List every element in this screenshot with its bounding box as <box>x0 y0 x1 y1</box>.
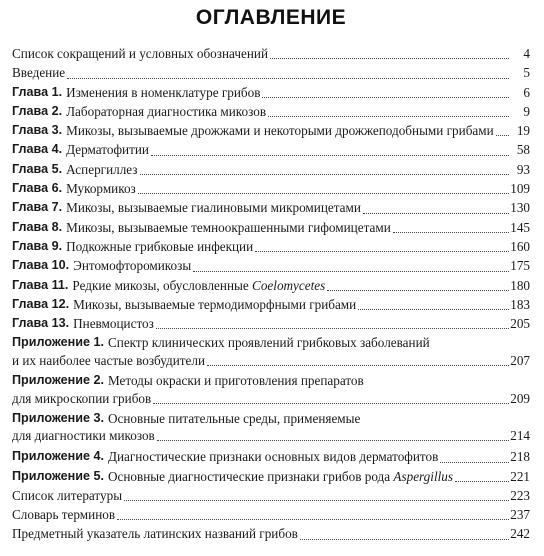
toc-entry-title <box>66 102 266 121</box>
toc-page-number: 218 <box>510 449 530 465</box>
dot-leader <box>455 481 509 482</box>
toc-entry-label: Глава 3. <box>12 123 63 138</box>
toc-entry-line <box>12 334 530 352</box>
toc-page-number: 4 <box>523 46 530 61</box>
toc-entry-title <box>12 427 155 445</box>
toc-list <box>12 44 530 544</box>
toc-entry-title-text: Основные диагностические признаки грибов рода <box>107 468 391 484</box>
toc-entry-title-text: Дерматофитии <box>66 142 149 158</box>
toc-entry[interactable] <box>12 179 530 198</box>
dot-leader <box>358 309 509 310</box>
toc-entry-label: Приложение 3. <box>12 410 104 425</box>
dot-leader <box>67 78 509 79</box>
toc-entry[interactable] <box>12 198 530 217</box>
toc-entry[interactable] <box>12 256 530 275</box>
toc-entry-title <box>12 44 268 63</box>
toc-page-number: 6 <box>523 84 530 100</box>
toc-entry-line <box>12 390 530 408</box>
toc-entry-line <box>12 256 530 275</box>
dot-leader <box>138 193 509 194</box>
toc-entry-line <box>12 83 530 102</box>
toc-page-number: 19 <box>516 123 530 139</box>
toc-entry-title <box>108 410 360 428</box>
toc-entry-line <box>12 160 530 179</box>
toc-entry-line <box>12 372 530 390</box>
toc-page-number: 109 <box>510 181 530 197</box>
toc-entry-title <box>73 256 191 275</box>
toc-entry-line <box>12 505 530 524</box>
toc-entry-title <box>66 140 149 159</box>
toc-entry-title-text: Спектр клинических проявлений грибковых заболеваний <box>107 335 430 351</box>
toc-entry[interactable] <box>12 314 530 333</box>
toc-page-number: 221 <box>510 468 530 484</box>
toc-entry-title-text: Список сокращений и условных обозначений <box>12 46 268 61</box>
toc-page-number: 223 <box>510 487 530 503</box>
dot-leader <box>140 174 509 175</box>
toc-entry-title-text: Мукормикоз <box>66 181 136 197</box>
toc-entry-title <box>108 447 438 466</box>
toc-entry[interactable] <box>12 334 530 370</box>
toc-entry-title-text: Микозы, вызываемые термодиморфными грибами <box>73 296 357 312</box>
toc-entry-title <box>72 276 325 295</box>
toc-entry-line <box>12 44 530 63</box>
toc-entry-label: Глава 11. <box>12 277 69 292</box>
toc-entry[interactable] <box>12 372 530 408</box>
toc-entry[interactable] <box>12 447 530 466</box>
toc-entry-title-text: Введение <box>12 65 66 81</box>
toc-page <box>0 6 544 556</box>
dot-leader <box>151 155 509 156</box>
toc-page-number: 183 <box>510 296 530 312</box>
dot-leader <box>268 116 509 117</box>
dot-leader <box>156 328 509 329</box>
toc-page-number: 205 <box>510 316 530 332</box>
toc-entry-line <box>12 179 530 198</box>
toc-entry[interactable] <box>12 63 530 82</box>
toc-entry-title <box>12 524 298 543</box>
toc-entry[interactable] <box>12 486 530 505</box>
toc-entry-title-italic: Coelomycetes <box>252 277 326 293</box>
toc-entry-title <box>12 352 205 370</box>
toc-entry-line <box>12 140 530 159</box>
toc-entry[interactable] <box>12 140 530 159</box>
dot-leader <box>270 58 509 59</box>
toc-entry-line <box>12 427 530 445</box>
toc-entry[interactable] <box>12 295 530 314</box>
toc-page-number: 207 <box>510 353 530 369</box>
toc-entry[interactable] <box>12 524 530 543</box>
toc-entry-title-text: Методы окраски и приготовления препаратов <box>107 373 364 389</box>
toc-entry-title <box>66 198 361 217</box>
toc-entry[interactable] <box>12 121 530 140</box>
toc-entry-title <box>66 218 391 237</box>
dot-leader <box>496 135 509 136</box>
toc-entry-title-text: Аспергиллез <box>66 161 138 177</box>
toc-entry-title-text: Изменения в номенклатуре грибов <box>66 84 261 100</box>
toc-page-number: 214 <box>510 428 530 444</box>
toc-page-number: 145 <box>510 219 530 235</box>
toc-entry-title-text: для диагностики микозов <box>12 428 155 444</box>
toc-entry-label: Глава 9. <box>12 238 63 253</box>
toc-entry[interactable] <box>12 505 530 524</box>
toc-entry-line <box>12 352 530 370</box>
toc-entry-label: Глава 5. <box>12 161 63 176</box>
dot-leader <box>393 232 509 233</box>
toc-page-number: 242 <box>510 526 530 542</box>
toc-entry[interactable] <box>12 410 530 446</box>
dot-leader <box>157 440 509 441</box>
toc-entry-title-text: Список литературы <box>12 487 123 503</box>
toc-entry-title-text: Подкожные грибковые инфекции <box>66 238 254 254</box>
toc-entry-label: Глава 7. <box>12 200 63 215</box>
toc-entry-label: Приложение 2. <box>12 373 104 388</box>
toc-page-number: 93 <box>516 161 530 177</box>
toc-entry-line <box>12 524 530 543</box>
toc-entry-title-text: Микозы, вызываемые гиалиновыми микромицетами <box>66 200 361 216</box>
toc-entry-line <box>12 218 530 237</box>
toc-entry-title <box>12 63 65 82</box>
toc-entry[interactable] <box>12 160 530 179</box>
toc-entry[interactable] <box>12 83 530 102</box>
toc-entry-line <box>12 276 530 295</box>
toc-entry-title-text: Микозы, вызываемые дрожжами и некоторыми дрожжеподобными грибами <box>66 123 494 139</box>
toc-entry-label: Приложение 5. <box>12 468 104 483</box>
toc-entry-title-italic: Aspergillus <box>393 468 453 484</box>
toc-entry[interactable] <box>12 44 530 63</box>
toc-entry-label: Глава 1. <box>12 84 63 99</box>
toc-entry-title-text: Пневмоцистоз <box>73 316 154 332</box>
toc-entry-title <box>73 295 356 314</box>
toc-page-number: 130 <box>510 200 530 216</box>
toc-entry[interactable] <box>12 102 530 121</box>
toc-page-number: 209 <box>510 390 530 406</box>
toc-entry-label: Приложение 4. <box>12 449 104 464</box>
toc-entry-title <box>12 390 151 408</box>
toc-entry-title <box>12 505 115 524</box>
toc-entry-title <box>73 314 154 333</box>
toc-page-number: 175 <box>510 258 530 274</box>
toc-entry-title <box>108 334 430 352</box>
toc-entry[interactable] <box>12 237 530 256</box>
dot-leader <box>255 251 509 252</box>
toc-entry-title <box>66 160 137 179</box>
toc-entry-label: Глава 13. <box>12 316 70 331</box>
toc-entry-title-text: и их наиболее частые возбудители <box>12 353 206 369</box>
toc-page-number: 180 <box>510 277 530 293</box>
toc-entry-line <box>12 447 530 466</box>
toc-entry-title <box>108 372 364 390</box>
dot-leader <box>363 213 509 214</box>
toc-entry-title <box>66 179 136 198</box>
dot-leader <box>327 290 509 291</box>
toc-entry-title-text: Микозы, вызываемые темноокрашенными гифомицетами <box>66 219 391 235</box>
toc-entry-label: Глава 10. <box>12 258 70 273</box>
toc-entry-title-text: для микроскопии грибов <box>12 390 152 406</box>
toc-entry-title-text: Энтомофторомикозы <box>73 258 192 274</box>
toc-entry-title-text: Предметный указатель латинских названий грибов <box>12 526 298 542</box>
toc-page-number: 9 <box>523 103 530 119</box>
toc-entry-title <box>66 237 253 256</box>
toc-entry-line <box>12 467 530 486</box>
toc-entry[interactable] <box>12 218 530 237</box>
page-title: ОГЛАВЛЕНИЕ <box>195 6 347 29</box>
toc-entry-line <box>12 198 530 217</box>
toc-entry-title-text: Редкие микозы, обусловленные <box>72 277 249 293</box>
dot-leader <box>193 271 509 272</box>
dot-leader <box>262 97 509 98</box>
dot-leader <box>300 539 509 540</box>
toc-entry-title <box>108 467 453 486</box>
toc-entry-line <box>12 295 530 314</box>
toc-entry-label: Глава 6. <box>12 181 63 196</box>
toc-entry-line <box>12 102 530 121</box>
dot-leader <box>153 403 509 404</box>
toc-entry[interactable] <box>12 276 530 295</box>
toc-entry-title-text: Основные питательные среды, применяемые <box>107 410 361 426</box>
toc-entry-line <box>12 237 530 256</box>
toc-entry-label: Глава 12. <box>12 296 70 311</box>
toc-entry-line <box>12 314 530 333</box>
toc-page-number: 5 <box>523 65 530 81</box>
toc-entry-label: Глава 2. <box>12 103 63 118</box>
toc-entry-line <box>12 486 530 505</box>
toc-entry-title-text: Словарь терминов <box>12 507 116 523</box>
toc-entry-line <box>12 121 530 140</box>
toc-page-number: 237 <box>510 507 530 523</box>
toc-entry-title <box>66 83 260 102</box>
dot-leader <box>124 500 509 501</box>
toc-entry-line <box>12 410 530 428</box>
toc-entry-title <box>12 486 122 505</box>
toc-entry-label: Приложение 1. <box>12 335 104 350</box>
toc-page-number: 58 <box>516 142 530 158</box>
toc-entry-line <box>12 63 530 82</box>
toc-entry-label: Глава 4. <box>12 142 63 157</box>
toc-entry-label: Глава 8. <box>12 219 63 234</box>
toc-entry-title-text: Диагностические признаки основных видов дерматофитов <box>107 449 439 465</box>
toc-page-number: 160 <box>510 238 530 254</box>
toc-entry[interactable] <box>12 467 530 486</box>
dot-leader <box>207 365 509 366</box>
dot-leader <box>440 462 509 463</box>
toc-entry-title-text: Лабораторная диагностика микозов <box>66 103 267 119</box>
dot-leader <box>117 519 509 520</box>
toc-entry-title <box>66 121 494 140</box>
